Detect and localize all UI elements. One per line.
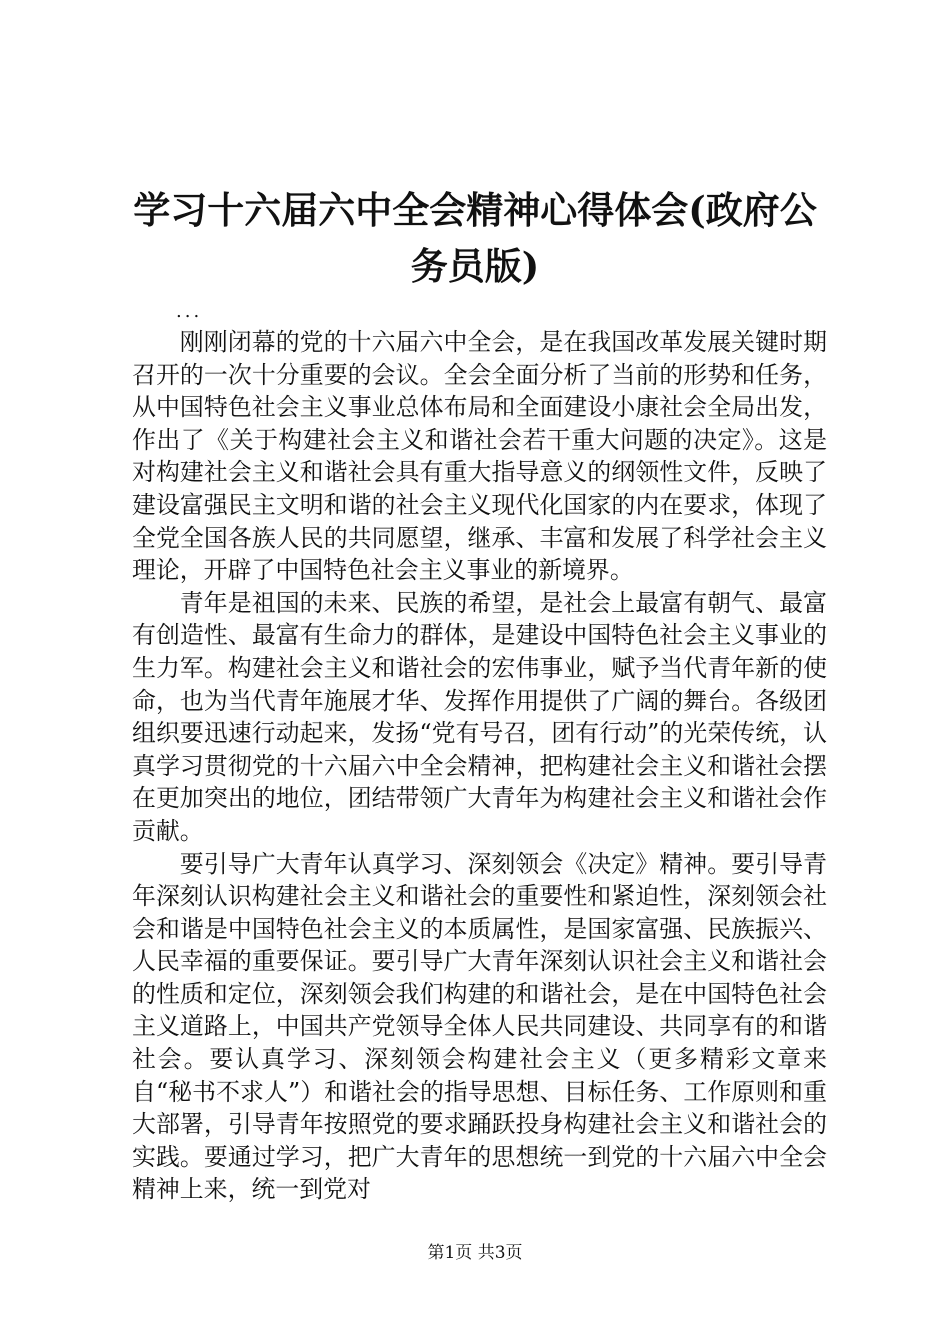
document-body [132, 326, 827, 1206]
document-title: 学习十六届六中全会精神心得体会(政府公务员版) [133, 188, 817, 288]
ellipsis-marker: ... [176, 301, 203, 322]
paragraph: 青年是祖国的未来、民族的希望，是社会上最富有朝气、最富有创造性、最富有生命力的群体，是建设中国特色社会主义事业的生力军。构建社会主义和谐社会的宏伟事业，赋予当代青年新的使命，也为当代青年施展才华、发挥作用提供了广阔的舞台。各级团组织要迅速行动起来，发扬“党有号召，团有行动”的光荣传统，认真学习贯彻党的十六届六中全会精神，把构建社会主义和谐社会摆在更加突出的地位，团结带领广大青年为构建社会主义和谐社会作贡献。 [132, 588, 827, 845]
paragraph: 要引导广大青年认真学习、深刻领会《决定》精神。要引导青年深刻认识构建社会主义和谐社会的重要性和紧迫性，深刻领会社会和谐是中国特色社会主义的本质属性，是国家富强、民族振兴、人民幸福的重要保证。要引导广大青年深刻认识社会主义和谐社会的性质和定位，深刻领会我们构建的和谐社会，是在中国特色社会主义道路上，中国共产党领导全体人民共同建设、共同享有的和谐社会。要认真学习、深刻领会构建社会主义（更多精彩文章来自“秘书不求人”）和谐社会的指导思想、目标任务、工作原则和重大部署，引导青年按照党的要求踊跃投身构建社会主义和谐社会的实践。要通过学习，把广大青年的思想统一到党的十六届六中全会精神上来，统一到党对 [132, 849, 827, 1204]
page-footer: 第1页 共3页 [427, 1243, 523, 1263]
paragraph: 刚刚闭幕的党的十六届六中全会，是在我国改革发展关键时期召开的一次十分重要的会议。全会全面分析了当前的形势和任务，从中国特色社会主义事业总体布局和全面建设小康社会全局出发，作出了《关于构建社会主义和谐社会若干重大问题的决定》。这是对构建社会主义和谐社会具有重大指导意义的纲领性文件，反映了建设富强民主文明和谐的社会主义现代化国家的内在要求，体现了全党全国各族人民的共同愿望，继承、丰富和发展了科学社会主义理论，开辟了中国特色社会主义事业的新境界。 [132, 328, 827, 585]
